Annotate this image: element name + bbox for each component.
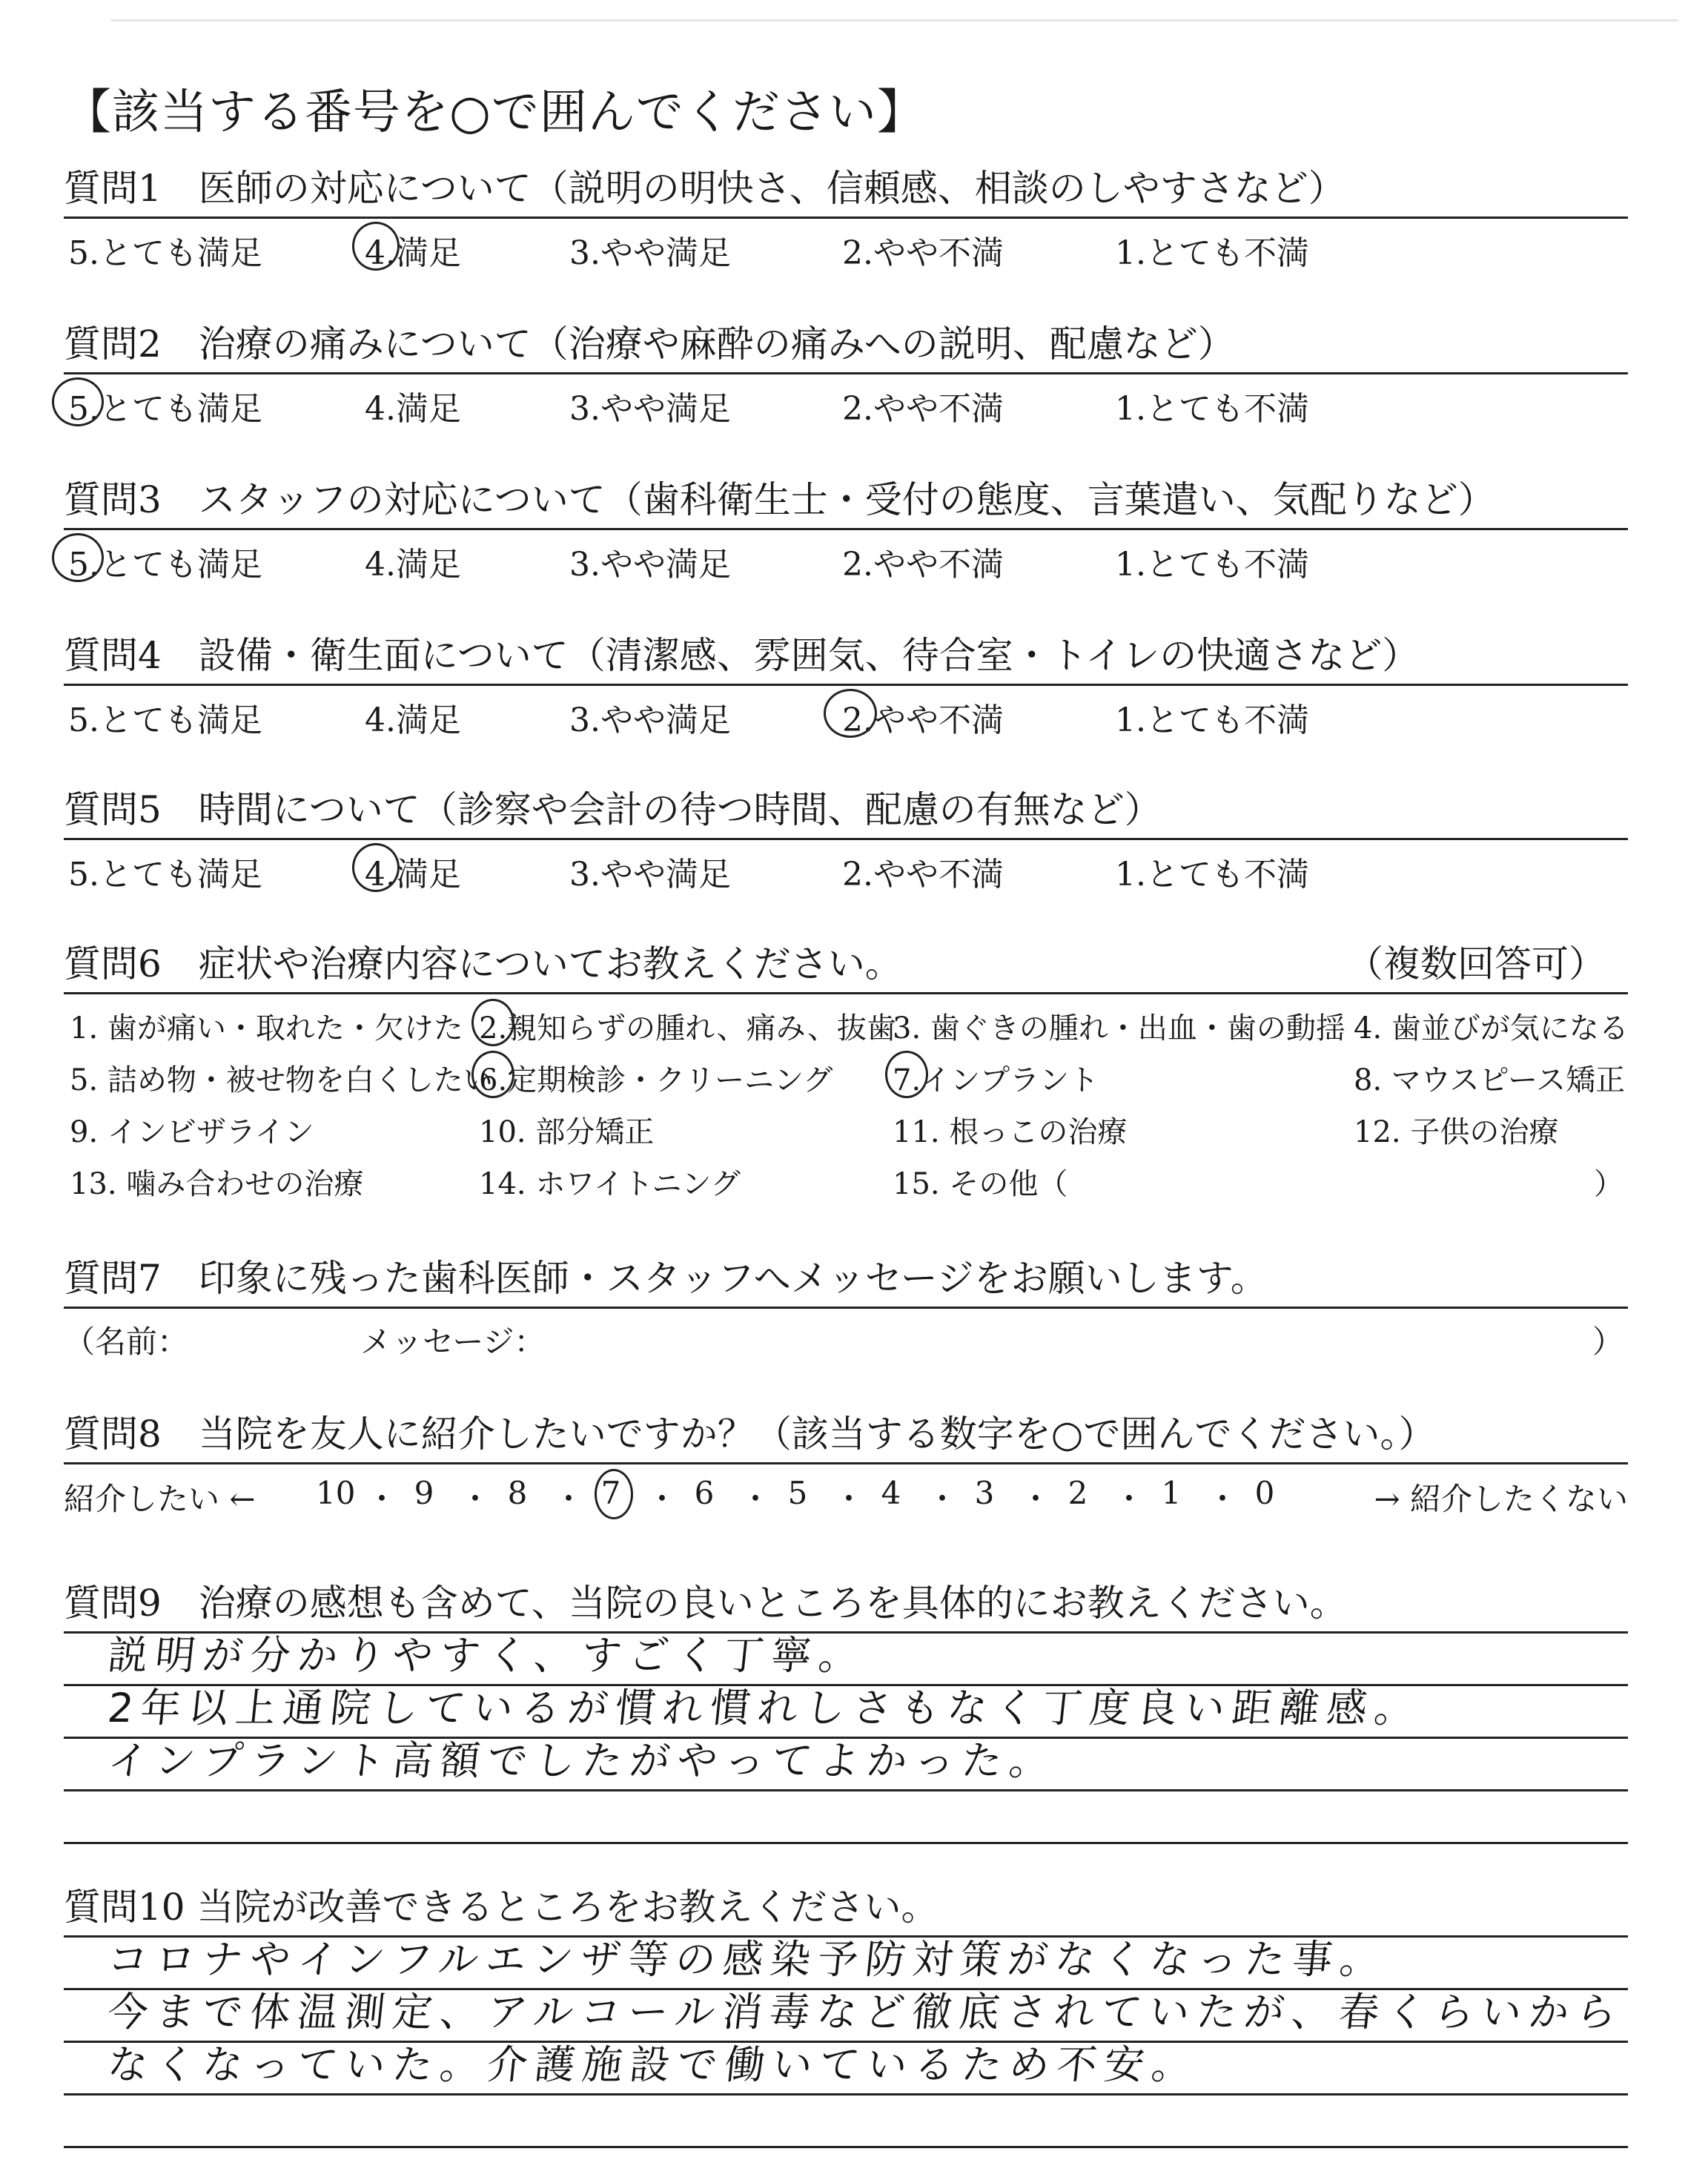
scale-value-10[interactable]: 10 xyxy=(316,1475,356,1511)
question-6-note: （複数回答可） xyxy=(1346,942,1606,985)
handwritten-answer: 説明が分かりやすく、すごく丁寧。 xyxy=(105,1632,869,1679)
scale-dot: ・ xyxy=(740,1481,772,1517)
scale-value-6[interactable]: 6 xyxy=(694,1475,715,1511)
option-3[interactable]: 3.やや満足 xyxy=(569,701,731,739)
option-3[interactable]: 3.やや満足 xyxy=(569,856,731,894)
option-1[interactable]: 1.とても不満 xyxy=(1115,390,1309,428)
symptom-option-13[interactable]: 13. 噛み合わせの治療 xyxy=(70,1167,364,1201)
question-6-title: 質問6 症状や治療内容についてお教えください。 xyxy=(64,942,902,985)
symptom-option-15[interactable]: 15. その他（ xyxy=(893,1167,1068,1201)
option-5[interactable]: 5.とても満足 xyxy=(68,234,262,272)
symptom-option-3[interactable]: 3. 歯ぐきの腫れ・出血・歯の動揺 xyxy=(893,1011,1345,1046)
symptom-option-11[interactable]: 11. 根っこの治療 xyxy=(893,1115,1128,1149)
option-1[interactable]: 1.とても不満 xyxy=(1115,856,1309,894)
question-3-options xyxy=(64,535,1628,582)
option-2[interactable]: 2.やや不満 xyxy=(842,234,1004,272)
scale-value-8[interactable]: 8 xyxy=(507,1475,528,1511)
symptom-option-4[interactable]: 4. 歯並びが気になる xyxy=(1354,1011,1629,1046)
option-4[interactable]: 4.満足 xyxy=(365,234,461,272)
question-6-title-row xyxy=(64,940,1628,988)
scale-value-1[interactable]: 1 xyxy=(1161,1475,1182,1511)
option-4[interactable]: 4.満足 xyxy=(365,701,461,739)
option-5[interactable]: 5.とても満足 xyxy=(68,856,262,894)
recommend-scale xyxy=(64,1472,1628,1521)
question-10-title: 質問10 当院が改善できるところをお教えください。 xyxy=(64,1886,939,1929)
question-1 xyxy=(64,165,1628,271)
question-9 xyxy=(64,1579,1628,1844)
page-heading: 【該当する番号を○で囲んでください】 xyxy=(64,85,925,140)
question-3-rule xyxy=(64,528,1628,530)
answer-line xyxy=(64,1739,1628,1791)
option-2[interactable]: 2.やや不満 xyxy=(842,856,1004,894)
option-3[interactable]: 3.やや満足 xyxy=(569,234,731,272)
scale-right-label: → 紹介したくない xyxy=(1374,1481,1628,1517)
message-label: メッセージ： xyxy=(360,1324,546,1360)
option-3[interactable]: 3.やや満足 xyxy=(569,546,731,584)
message-row xyxy=(64,1315,1628,1359)
question-4-options xyxy=(64,690,1628,738)
scale-dot: ・ xyxy=(366,1481,398,1517)
question-2-title: 質問2 治療の痛みについて（治療や麻酔の痛みへの説明、配慮など） xyxy=(64,323,1235,366)
option-4[interactable]: 4.満足 xyxy=(365,546,461,584)
question-2-options xyxy=(64,379,1628,426)
question-8-title: 質問8 当院を友人に紹介したいですか？（該当する数字を○で囲んでください。） xyxy=(64,1413,1436,1456)
scale-dot: ・ xyxy=(833,1481,865,1517)
question-10 xyxy=(64,1883,1628,2148)
question-6-options xyxy=(64,1005,1628,1221)
question-3 xyxy=(64,476,1628,582)
symptom-option-8[interactable]: 8. マウスピース矯正 xyxy=(1354,1063,1626,1097)
handwritten-answer: 今まで体温測定、アルコール消毒など徹底されていたが、春くらいから xyxy=(105,1989,1626,2035)
question-7-title: 質問7 印象に残った歯科医師・スタッフへメッセージをお願いします。 xyxy=(64,1257,1268,1300)
question-1-options xyxy=(64,223,1628,271)
option-5[interactable]: 5.とても満足 xyxy=(68,390,262,428)
scale-value-9[interactable]: 9 xyxy=(414,1475,434,1511)
question-1-title: 質問1 医師の対応について（説明の明快さ、信頼感、相談のしやすさなど） xyxy=(64,167,1345,210)
scale-dot: ・ xyxy=(646,1481,678,1517)
symptom-option-7[interactable]: 7.インプラント xyxy=(893,1063,1099,1097)
scale-value-5[interactable]: 5 xyxy=(787,1475,808,1511)
scale-value-0[interactable]: 0 xyxy=(1254,1475,1275,1511)
answer-line xyxy=(64,1791,1628,1844)
question-3-title: 質問3 スタッフの対応について（歯科衛生士・受付の態度、言葉遣い、気配りなど） xyxy=(64,478,1495,521)
question-5-rule xyxy=(64,838,1628,840)
symptom-option-1[interactable]: 1. 歯が痛い・取れた・欠けた xyxy=(70,1011,463,1046)
symptom-option-6[interactable]: 6.定期検診・クリーニング xyxy=(479,1063,833,1097)
question-4-rule xyxy=(64,684,1628,686)
question-1-rule xyxy=(64,217,1628,219)
scale-dot: ・ xyxy=(1020,1481,1052,1517)
scale-dot: ・ xyxy=(460,1481,491,1517)
scale-dot: ・ xyxy=(1207,1481,1239,1517)
scale-value-3[interactable]: 3 xyxy=(974,1475,995,1511)
question-5-options xyxy=(64,845,1628,892)
symptom-option-5[interactable]: 5. 詰め物・被せ物を白くしたい xyxy=(70,1063,493,1097)
handwritten-answer: なくなっていた。介護施設で働いているため不安。 xyxy=(105,2041,1202,2088)
answer-line xyxy=(64,2095,1628,2148)
scale-dot: ・ xyxy=(553,1481,585,1517)
symptom-option-10[interactable]: 10. 部分矯正 xyxy=(479,1115,655,1149)
scale-dot: ・ xyxy=(1113,1481,1145,1517)
scale-value-2[interactable]: 2 xyxy=(1068,1475,1088,1511)
handwritten-answer: コロナやインフルエンザ等の感染予防対策がなくなった事。 xyxy=(105,1936,1390,1983)
scale-value-4[interactable]: 4 xyxy=(881,1475,901,1511)
question-4-title: 質問4 設備・衛生面について（清潔感、雰囲気、待合室・トイレの快適さなど） xyxy=(64,634,1420,677)
option-4[interactable]: 4.満足 xyxy=(365,856,461,894)
top-edge-line xyxy=(111,19,1678,22)
question-2 xyxy=(64,320,1628,426)
scale-left-label: 紹介したい ← xyxy=(64,1481,256,1517)
name-label: （名前： xyxy=(64,1324,189,1360)
symptom-option-2[interactable]: 2.親知らずの腫れ、痛み、抜歯 xyxy=(479,1011,896,1046)
question-7 xyxy=(64,1255,1628,1359)
option-5[interactable]: 5.とても満足 xyxy=(68,546,262,584)
message-paren-close: ） xyxy=(1592,1324,1623,1360)
option-2[interactable]: 2.やや不満 xyxy=(842,546,1004,584)
option-1[interactable]: 1.とても不満 xyxy=(1115,234,1309,272)
handwritten-answer: インプラント高額でしたがやってよかった。 xyxy=(105,1737,1059,1784)
option-2[interactable]: 2.やや不満 xyxy=(842,390,1004,428)
question-5 xyxy=(64,786,1628,892)
symptom-option-12[interactable]: 12. 子供の治療 xyxy=(1354,1115,1559,1149)
scale-dot: ・ xyxy=(927,1481,959,1517)
option-4[interactable]: 4.満足 xyxy=(365,390,461,428)
answer-line xyxy=(64,2043,1628,2095)
handwritten-answer: 2年以上通院しているが慣れ慣れしさもなく丁度良い距離感。 xyxy=(105,1685,1425,1731)
option-3[interactable]: 3.やや満足 xyxy=(569,390,731,428)
option-1[interactable]: 1.とても不満 xyxy=(1115,701,1309,739)
option-2[interactable]: 2.やや不満 xyxy=(842,701,1004,739)
symptom-option-14[interactable]: 14. ホワイトニング xyxy=(479,1167,741,1201)
question-8 xyxy=(64,1410,1628,1521)
option-5[interactable]: 5.とても満足 xyxy=(68,701,262,739)
question-8-rule xyxy=(64,1462,1628,1464)
question-5-title: 質問5 時間について（診察や会計の待つ時間、配慮の有無など） xyxy=(64,788,1162,831)
question-9-title: 質問9 治療の感想も含めて、当院の良いところを具体的にお教えください。 xyxy=(64,1582,1347,1625)
question-6-rule xyxy=(64,992,1628,994)
question-6 xyxy=(64,940,1628,1221)
question-4 xyxy=(64,632,1628,738)
question-7-rule xyxy=(64,1307,1628,1309)
symptom-option-9[interactable]: 9. インビザライン xyxy=(70,1115,314,1149)
option-1[interactable]: 1.とても不満 xyxy=(1115,546,1309,584)
scale-value-7[interactable]: 7 xyxy=(600,1475,621,1511)
other-paren-close: ） xyxy=(1594,1167,1623,1201)
question-2-rule xyxy=(64,372,1628,374)
